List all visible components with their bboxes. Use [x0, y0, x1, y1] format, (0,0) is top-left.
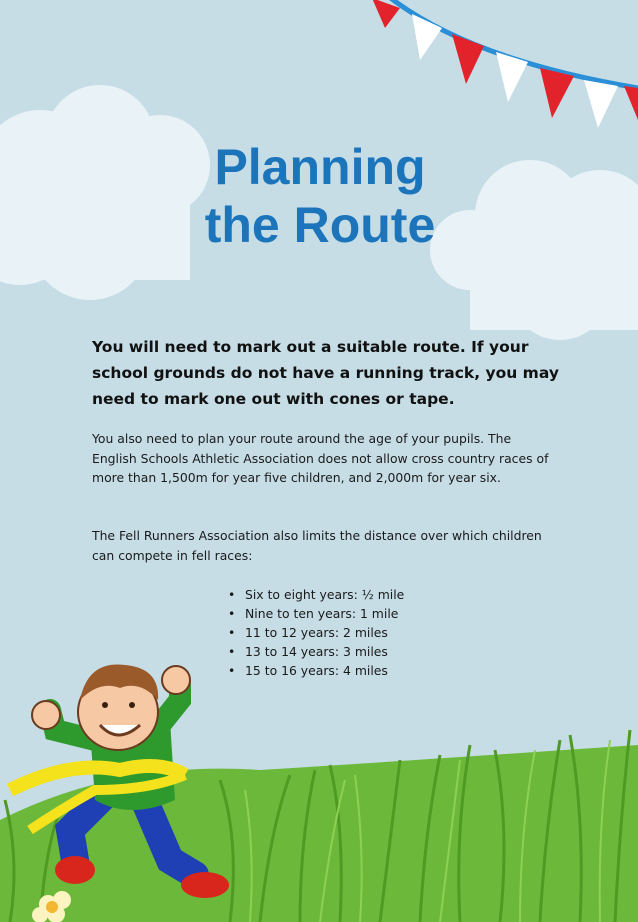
title-line-2: the Route [204, 197, 436, 253]
list-item: • Nine to ten years: 1 mile [228, 604, 404, 623]
list-item: • Six to eight years: ½ mile [228, 585, 404, 604]
list-item: • 11 to 12 years: 2 miles [228, 623, 404, 642]
title-line-1: Planning [214, 139, 426, 195]
distance-limits-list [228, 585, 404, 680]
body-paragraph-age: You also need to plan your route around the age of your pupils. The English Schools Athletic Association does not allow cross country races of more than 1,500m for year five children, and 2,000m for year six. [92, 431, 549, 485]
bunting [372, 0, 638, 128]
list-item: • 13 to 14 years: 3 miles [228, 642, 404, 661]
body-paragraph-fell-runners: The Fell Runners Association also limits the distance over which children can compete in fell races: [92, 528, 542, 563]
page-title [150, 138, 490, 254]
list-item: • 15 to 16 years: 4 miles [228, 661, 404, 680]
lead-paragraph: You will need to mark out a suitable route. If your school grounds do not have a running track, you may need to mark one out with cones or tape. [92, 338, 559, 408]
